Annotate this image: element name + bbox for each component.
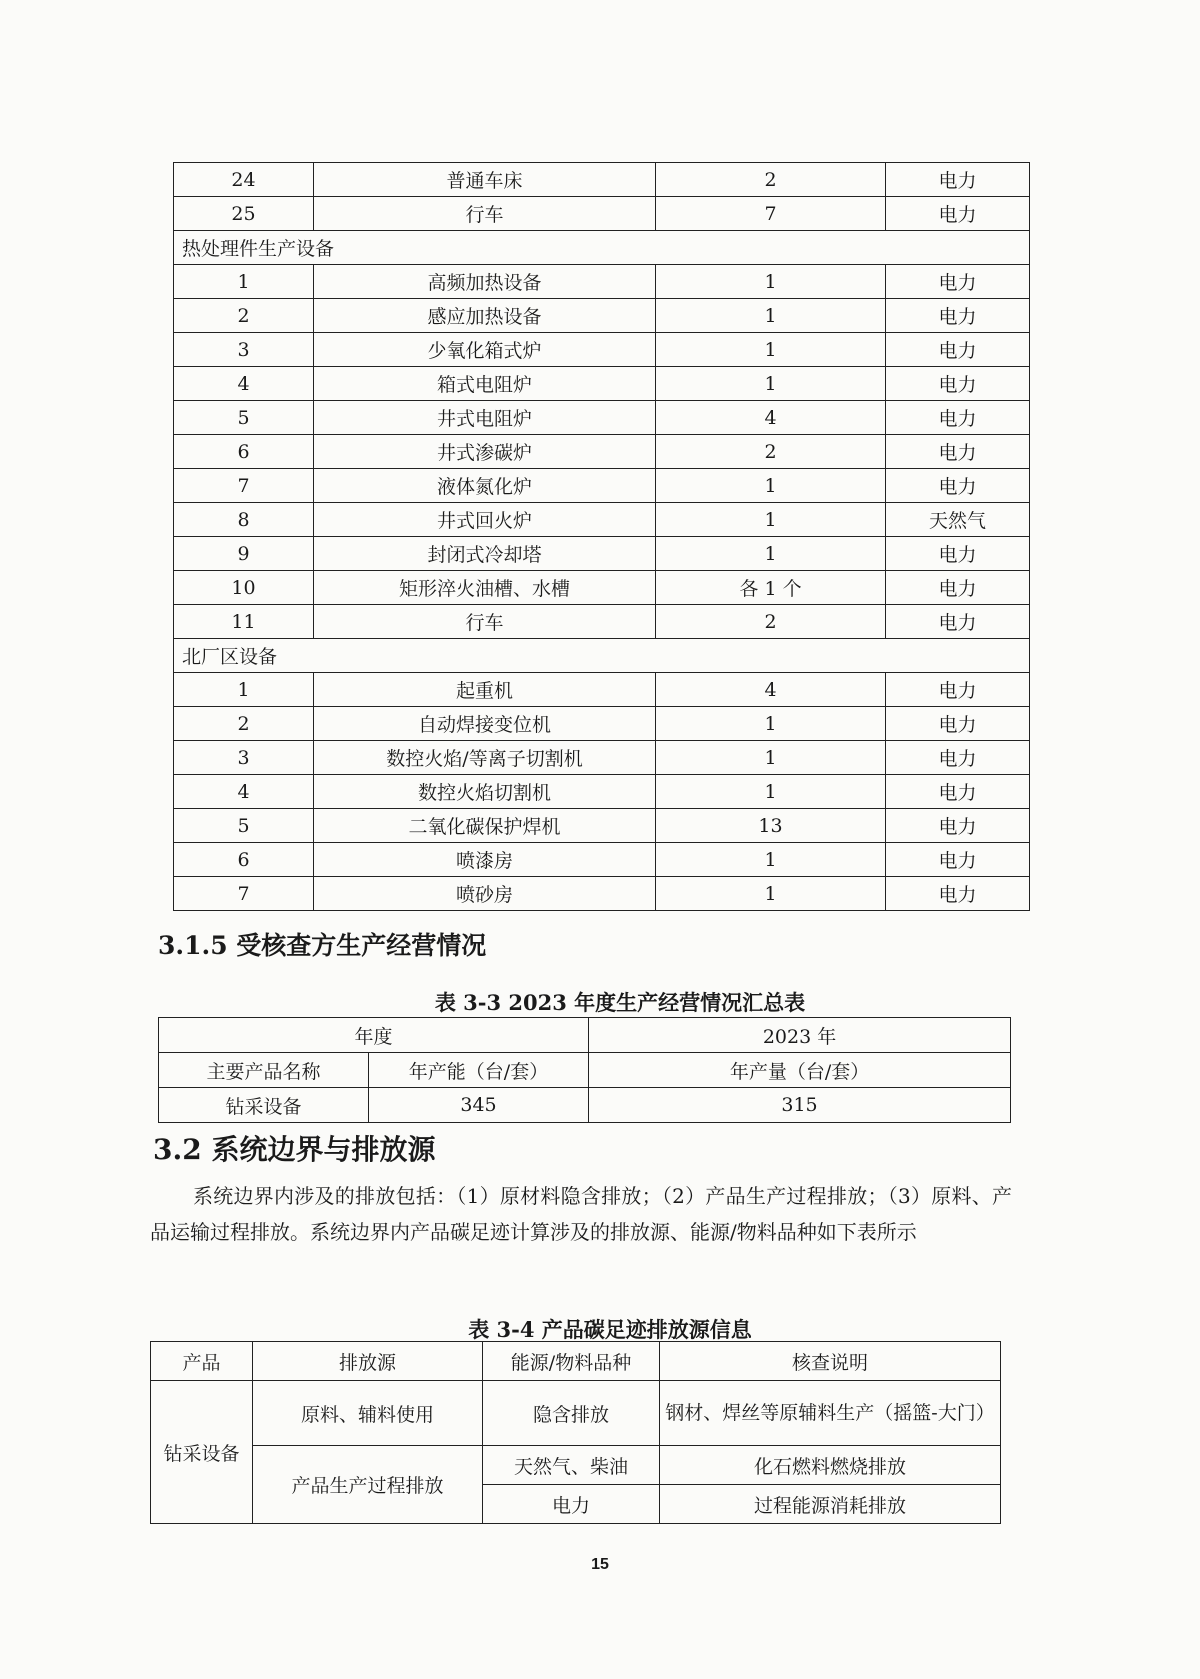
- equipment-number-cell: 3: [174, 741, 314, 775]
- product-cell: 钻采设备: [159, 1088, 369, 1123]
- equipment-name-cell: 普通车床: [314, 163, 656, 197]
- table-row: [174, 299, 1030, 333]
- equipment-number-cell: 10: [174, 571, 314, 605]
- energy-type-cell: 电力: [886, 401, 1030, 435]
- table-row: [174, 197, 1030, 231]
- section-3-2-heading: 3.2 系统边界与排放源: [153, 1133, 436, 1166]
- table-row: [174, 333, 1030, 367]
- equipment-number-cell: 8: [174, 503, 314, 537]
- energy-type-cell: 电力: [886, 707, 1030, 741]
- quantity-cell: 1: [656, 333, 886, 367]
- equipment-name-cell: 喷漆房: [314, 843, 656, 877]
- table-row: [174, 571, 1030, 605]
- equipment-name-cell: 矩形淬火油槽、水槽: [314, 571, 656, 605]
- table-row: [174, 401, 1030, 435]
- source-cell: 产品生产过程排放: [253, 1446, 483, 1524]
- equipment-number-cell: 2: [174, 707, 314, 741]
- quantity-cell: 2: [656, 435, 886, 469]
- quantity-cell: 1: [656, 843, 886, 877]
- table-row: [174, 877, 1030, 911]
- equipment-name-cell: 喷砂房: [314, 877, 656, 911]
- equipment-number-cell: 9: [174, 537, 314, 571]
- capacity-cell: 345: [369, 1088, 589, 1123]
- equipment-number-cell: 6: [174, 435, 314, 469]
- energy-type-cell: 电力: [886, 265, 1030, 299]
- quantity-cell: 1: [656, 469, 886, 503]
- production-summary-table: [158, 1017, 1011, 1123]
- page-number: 15: [591, 1556, 609, 1573]
- heat-treatment-section-title: 热处理件生产设备: [174, 231, 1030, 265]
- energy-type-cell: 电力: [886, 741, 1030, 775]
- product-cell: 钻采设备: [151, 1381, 253, 1524]
- equipment-number-cell: 5: [174, 809, 314, 843]
- equipment-number-cell: 1: [174, 673, 314, 707]
- equipment-name-cell: 感应加热设备: [314, 299, 656, 333]
- energy-type-cell: 电力: [886, 571, 1030, 605]
- equipment-number-cell: 4: [174, 775, 314, 809]
- energy-type-cell: 电力: [886, 367, 1030, 401]
- section-3-1-5-heading: 3.1.5 受核查方生产经营情况: [158, 931, 487, 960]
- north-plant-section-title: 北厂区设备: [174, 639, 1030, 673]
- source-cell: 原料、辅料使用: [253, 1381, 483, 1446]
- year-value-cell: 2023 年: [589, 1018, 1011, 1053]
- header-material: 能源/物料品种: [483, 1342, 660, 1381]
- equipment-name-cell: 井式渗碳炉: [314, 435, 656, 469]
- system-boundary-paragraph: 系统边界内涉及的排放包括：（1）原材料隐含排放；（2）产品生产过程排放；（3）原料、产品运输过程排放。系统边界内产品碳足迹计算涉及的排放源、能源/物料品种如下表所示: [150, 1184, 1012, 1244]
- table-row: [151, 1446, 1001, 1485]
- table-row: [174, 435, 1030, 469]
- energy-type-cell: 天然气: [886, 503, 1030, 537]
- equipment-number-cell: 2: [174, 299, 314, 333]
- quantity-cell: 4: [656, 401, 886, 435]
- quantity-cell: 1: [656, 503, 886, 537]
- table-row: [174, 503, 1030, 537]
- equipment-name-cell: 高频加热设备: [314, 265, 656, 299]
- equipment-name-cell: 行车: [314, 197, 656, 231]
- header-note: 核查说明: [660, 1342, 1001, 1381]
- equipment-name-cell: 数控火焰/等离子切割机: [314, 741, 656, 775]
- table-row: [174, 163, 1030, 197]
- energy-type-cell: 电力: [886, 843, 1030, 877]
- quantity-cell: 4: [656, 673, 886, 707]
- energy-type-cell: 电力: [886, 673, 1030, 707]
- table-header-row: [151, 1342, 1001, 1381]
- equipment-name-cell: 自动焊接变位机: [314, 707, 656, 741]
- equipment-name-cell: 数控火焰切割机: [314, 775, 656, 809]
- table-row: [174, 741, 1030, 775]
- equipment-name-cell: 封闭式冷却塔: [314, 537, 656, 571]
- quantity-cell: 1: [656, 537, 886, 571]
- table-row: [174, 809, 1030, 843]
- equipment-number-cell: 5: [174, 401, 314, 435]
- table-row: [174, 265, 1030, 299]
- energy-type-cell: 电力: [886, 605, 1030, 639]
- year-label-cell: 年度: [159, 1018, 589, 1053]
- equipment-number-cell: 6: [174, 843, 314, 877]
- energy-type-cell: 电力: [886, 809, 1030, 843]
- table-section-row: [174, 639, 1030, 673]
- quantity-cell: 各 1 个: [656, 571, 886, 605]
- table-row: [174, 707, 1030, 741]
- table-section-row: [174, 231, 1030, 265]
- table-3-4-caption: 表 3-4 产品碳足迹排放源信息: [468, 1317, 752, 1342]
- output-header: 年产量（台/套）: [589, 1053, 1011, 1088]
- quantity-cell: 1: [656, 299, 886, 333]
- table-row: [174, 367, 1030, 401]
- quantity-cell: 2: [656, 163, 886, 197]
- table-row: [159, 1053, 1011, 1088]
- table-row: [174, 605, 1030, 639]
- table-row: [159, 1018, 1011, 1053]
- equipment-name-cell: 井式电阻炉: [314, 401, 656, 435]
- equipment-name-cell: 行车: [314, 605, 656, 639]
- quantity-cell: 1: [656, 367, 886, 401]
- quantity-cell: 2: [656, 605, 886, 639]
- quantity-cell: 13: [656, 809, 886, 843]
- quantity-cell: 1: [656, 775, 886, 809]
- table-row: [151, 1381, 1001, 1446]
- equipment-number-cell: 3: [174, 333, 314, 367]
- equipment-number-cell: 7: [174, 877, 314, 911]
- energy-type-cell: 电力: [886, 197, 1030, 231]
- energy-type-cell: 电力: [886, 333, 1030, 367]
- equipment-name-cell: 箱式电阻炉: [314, 367, 656, 401]
- table-row: [174, 843, 1030, 877]
- table-row: [174, 469, 1030, 503]
- table-row: [174, 673, 1030, 707]
- emission-source-table: [150, 1341, 1001, 1524]
- product-name-header: 主要产品名称: [159, 1053, 369, 1088]
- quantity-cell: 1: [656, 877, 886, 911]
- quantity-cell: 1: [656, 265, 886, 299]
- note-cell: 钢材、焊丝等原辅料生产（摇篮-大门）: [660, 1381, 1001, 1446]
- material-cell: 天然气、柴油: [483, 1446, 660, 1485]
- equipment-name-cell: 井式回火炉: [314, 503, 656, 537]
- energy-type-cell: 电力: [886, 299, 1030, 333]
- energy-type-cell: 电力: [886, 775, 1030, 809]
- energy-type-cell: 电力: [886, 877, 1030, 911]
- quantity-cell: 1: [656, 741, 886, 775]
- equipment-number-cell: 24: [174, 163, 314, 197]
- table-row: [159, 1088, 1011, 1123]
- table-3-3-caption: 表 3-3 2023 年度生产经营情况汇总表: [434, 990, 806, 1015]
- capacity-header: 年产能（台/套）: [369, 1053, 589, 1088]
- header-source: 排放源: [253, 1342, 483, 1381]
- equipment-name-cell: 二氧化碳保护焊机: [314, 809, 656, 843]
- table-row: [174, 537, 1030, 571]
- equipment-number-cell: 7: [174, 469, 314, 503]
- material-cell: 隐含排放: [483, 1381, 660, 1446]
- equipment-number-cell: 4: [174, 367, 314, 401]
- equipment-number-cell: 1: [174, 265, 314, 299]
- quantity-cell: 1: [656, 707, 886, 741]
- equipment-table: [173, 162, 1030, 911]
- quantity-cell: 7: [656, 197, 886, 231]
- energy-type-cell: 电力: [886, 469, 1030, 503]
- equipment-number-cell: 25: [174, 197, 314, 231]
- material-cell: 电力: [483, 1485, 660, 1524]
- note-cell: 过程能源消耗排放: [660, 1485, 1001, 1524]
- output-cell: 315: [589, 1088, 1011, 1123]
- equipment-name-cell: 少氧化箱式炉: [314, 333, 656, 367]
- equipment-name-cell: 液体氮化炉: [314, 469, 656, 503]
- equipment-number-cell: 11: [174, 605, 314, 639]
- note-cell: 化石燃料燃烧排放: [660, 1446, 1001, 1485]
- header-product: 产品: [151, 1342, 253, 1381]
- energy-type-cell: 电力: [886, 435, 1030, 469]
- energy-type-cell: 电力: [886, 537, 1030, 571]
- table-row: [174, 775, 1030, 809]
- equipment-name-cell: 起重机: [314, 673, 656, 707]
- energy-type-cell: 电力: [886, 163, 1030, 197]
